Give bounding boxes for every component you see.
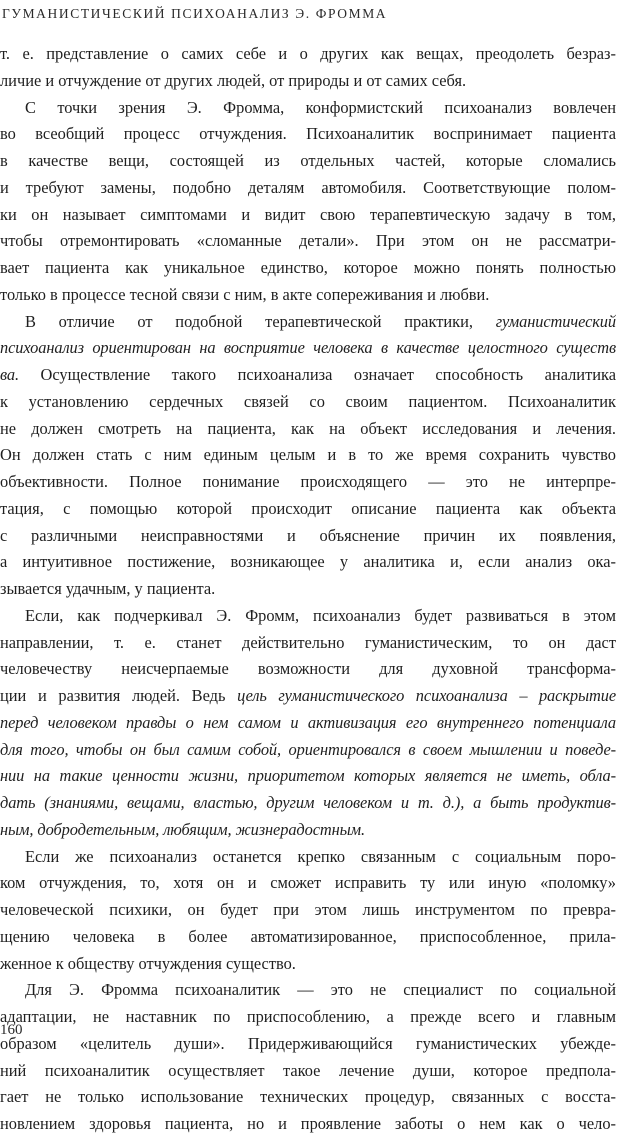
emphasis-run: ным, добродетельным, любящим, жизнерадостным. bbox=[0, 819, 366, 839]
text-line: Он должен стать с ним единым целым и в то же время сохранить чувство bbox=[0, 445, 616, 465]
text-line: чтобы отремонтировать «сломанные детали». При этом он не рассматри- bbox=[0, 231, 616, 251]
text-line: образом «целитель души». Придерживающийся гуманистических убежде- bbox=[0, 1033, 616, 1053]
text-line: тация, с помощью которой происходит описание пациента как объекта bbox=[0, 498, 616, 518]
text-line: С точки зрения Э. Фромма, конформистский психоанализ вовлечен bbox=[25, 97, 616, 117]
emphasis-run: дать (знаниями, вещами, властью, другим человеком и т. д.), а быть продуктив- bbox=[0, 793, 616, 812]
text-line: Для Э. Фромма психоаналитик — это не специалист по социальной bbox=[25, 980, 616, 1000]
body-text bbox=[0, 41, 616, 1138]
text-line bbox=[0, 737, 616, 764]
text-line: вает пациента как уникальное единство, которое можно понять полностью bbox=[0, 258, 616, 277]
emphasis-run: нии на такие ценности жизни, приоритетом которых является не иметь, обла- bbox=[0, 766, 616, 786]
emphasis-run: ва. bbox=[0, 365, 19, 384]
text-line: во всеобщий процесс отчуждения. Психоаналитик воспринимает пациента bbox=[0, 124, 616, 144]
emphasis-run: психоанализ ориентирован на восприятие человека в качестве целостного существ bbox=[0, 338, 616, 358]
text-line bbox=[0, 309, 616, 336]
text-run: ции и развития людей. Ведь bbox=[0, 686, 238, 705]
text-line bbox=[0, 362, 616, 389]
text-line: и требуют замены, подобно деталям автомобиля. Соответствующие полом- bbox=[0, 177, 616, 197]
text-line bbox=[0, 710, 616, 737]
emphasis-run: перед человеком правды о нем самом и активизация его внутреннего потенциала bbox=[0, 712, 616, 732]
text-line: объективности. Полное понимание происходящего — это не интерпре- bbox=[0, 472, 616, 491]
text-line: щению человека в более автоматизированное, приспособленное, прила- bbox=[0, 926, 616, 946]
text-run: Осуществление такого психоанализа означает способность аналитика bbox=[19, 365, 616, 384]
text-line: адаптации, не наставник по приспособлению, а прежде всего и главным bbox=[0, 1007, 616, 1026]
text-line bbox=[0, 683, 616, 710]
text-line: не должен смотреть на пациента, как на объект исследования и лечения. bbox=[0, 418, 616, 438]
text-line: женное к обществу отчуждения существо. bbox=[0, 953, 296, 973]
text-line: т. е. представление о самих себе и о других как вещах, преодолеть безраз- bbox=[0, 44, 616, 63]
text-line bbox=[0, 790, 616, 817]
text-line: в качестве вещи, состоящей из отдельных частей, которые сломались bbox=[0, 151, 616, 170]
text-line: личие и отчуждение от других людей, от природы и от самих себя. bbox=[0, 70, 467, 90]
text-line: зывается удачным, у пациента. bbox=[0, 579, 216, 598]
text-line: направлении, т. е. станет действительно гуманистическим, то он даст bbox=[0, 632, 616, 652]
text-run: В отличие от подобной терапевтической практики, bbox=[25, 311, 496, 331]
text-line: только в процессе тесной связи с ним, в акте сопереживания и любви. bbox=[0, 284, 490, 304]
text-line: а интуитивное постижение, возникающее у аналитика и, если анализ ока- bbox=[0, 552, 616, 572]
text-line: ний психоаналитик осуществляет такое лечение души, которое предпола- bbox=[0, 1060, 616, 1080]
text-line: человеческой психики, он будет при этом лишь инструментом по превра- bbox=[0, 900, 616, 919]
text-line bbox=[0, 335, 616, 362]
emphasis-run: для того, чтобы он был самим собой, ориентировался в своем мышлении и поведе- bbox=[0, 739, 616, 759]
running-header: ГУМАНИСТИЧЕСКИЙ ПСИХОАНАЛИЗ Э. ФРОММА bbox=[2, 6, 388, 21]
text-line bbox=[0, 817, 616, 844]
text-line bbox=[0, 763, 616, 790]
text-line: новлением здоровья пациента, но и проявление заботы о нем как о чело- bbox=[0, 1114, 616, 1133]
page-number: 160 bbox=[0, 1022, 23, 1038]
text-line: Если же психоанализ останется крепко связанным с социальным поро- bbox=[25, 846, 616, 866]
text-line: Если, как подчеркивал Э. Фромм, психоанализ будет развиваться в этом bbox=[25, 605, 616, 625]
text-line: с различными неисправностями и объяснение причин их появления, bbox=[0, 525, 616, 545]
text-line: человечеству неисчерпаемые возможности для духовной трансформа- bbox=[0, 659, 616, 679]
text-line: ком отчуждения, то, хотя он и сможет исправить ту или иную «поломку» bbox=[0, 873, 616, 893]
emphasis-run: гуманистический bbox=[495, 311, 616, 331]
text-line: гает не только использование технических процедур, связанных с восста- bbox=[0, 1087, 616, 1107]
emphasis-run: цель гуманистического психоанализа – раскрытие bbox=[237, 686, 616, 705]
text-line: ки он называет симптомами и видит свою терапевтическую задачу в том, bbox=[0, 204, 616, 224]
text-line: к установлению сердечных связей со своим пациентом. Психоаналитик bbox=[0, 391, 616, 411]
